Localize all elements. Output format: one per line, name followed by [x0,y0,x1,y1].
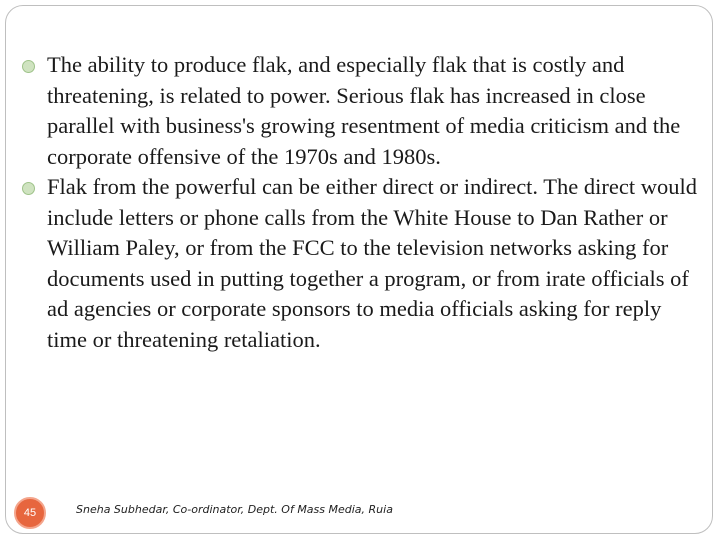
bullet-text: Flak from the powerful can be either direct or indirect. The direct would include letters or phone calls from the White House to Dan Rather or William Paley, or from the FCC to the television networks asking for documents used in putting together a program, or from irate officials of ad agencies or corporate sponsors to media officials asking for reply time or threatening retaliation. [47,174,697,352]
footer-credit: Sneha Subhedar, Co-ordinator, Dept. Of Mass Media, Ruia [76,503,393,516]
bullet-list [20,50,700,355]
bullet-item [20,172,700,355]
bullet-item [20,50,700,172]
bullet-text: The ability to produce flak, and especially flak that is costly and threatening, is related to power. Serious flak has increased in close parallel with business's growing resentment of media criticism and the corporate offensive of the 1970s and 1980s. [47,52,681,169]
bullet-icon [22,60,35,73]
page-number-badge: 45 [14,497,46,529]
bullet-icon [22,182,35,195]
